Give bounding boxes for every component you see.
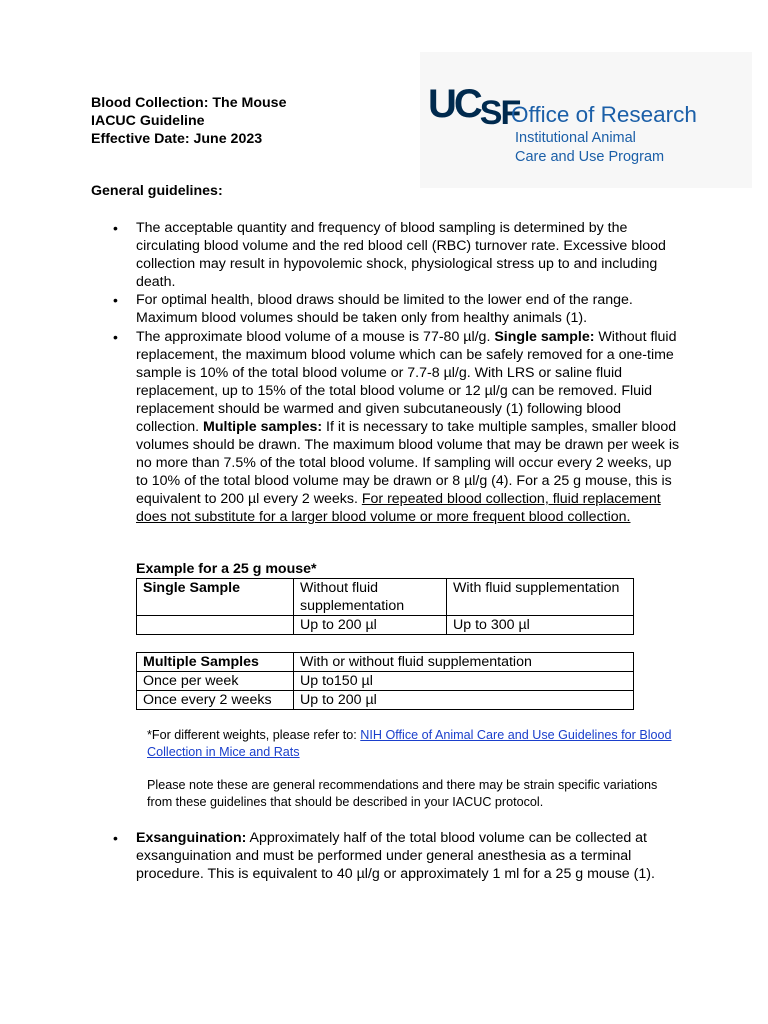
multiple-samples-table (136, 652, 634, 710)
ucsf-mark: UCSF (428, 82, 520, 132)
recommendations-note: Please note these are general recommendations and there may be strain specific variations from these guidelines that should be described in your IACUC protocol. (147, 778, 658, 809)
effective-date: Effective Date: June 2023 (91, 131, 263, 147)
multiple-samples-label: Multiple samples: (203, 419, 323, 435)
nih-guidelines-link[interactable]: NIH Office of Animal Care and Use Guidelines for Blood Collection in Mice and Rats (147, 728, 672, 759)
table-row (137, 653, 634, 672)
logo-office-title: Office of Research (511, 102, 697, 127)
example-title: Example for a 25 g mouse* (136, 561, 317, 577)
exsanguination-label: Exsanguination: (136, 830, 247, 846)
logo-subtitle: Institutional Animal Care and Use Program (515, 130, 665, 165)
document-header (91, 94, 286, 148)
table-row (137, 616, 634, 635)
table-cell: With or without fluid supplementation (294, 653, 634, 672)
bullet-text: For optimal health, blood draws should be limited to the lower end of the range. Maximum blood volumes should be taken only from healthy animals (1). (136, 292, 633, 326)
bullet-icon: • (113, 292, 118, 308)
bullet-text: The acceptable quantity and frequency of blood sampling is determined by the circulating blood volume and the red blood cell (RBC) turnover rate. Excessive blood collection may result in hypovolemic shock, physiological stress up to and including death. (136, 220, 666, 290)
bullet-icon: • (113, 830, 118, 846)
table-row (137, 691, 634, 710)
table-row (137, 579, 634, 616)
table-cell (137, 616, 294, 635)
bullet-icon: • (113, 329, 118, 345)
table-cell: Single Sample (137, 579, 294, 616)
table-cell: With fluid supplementation (447, 579, 634, 616)
table-cell: Up to150 µl (294, 672, 634, 691)
table-cell: Multiple Samples (137, 653, 294, 672)
ucsf-logo (420, 52, 752, 188)
doc-subtitle: IACUC Guideline (91, 113, 205, 129)
single-sample-label: Single sample: (494, 329, 595, 345)
doc-title: Blood Collection: The Mouse (91, 95, 287, 111)
bullet-text: The approximate blood volume of a mouse is 77-80 µl/g. Single sample: Without fluid replacement, the maximum blood volume which can be safely removed for a one-time sample is 10% of the total blood volume or 7.7-8 µl/g. With LRS or saline fluid replacement, up to 15% of the total blood volume or 12 µl/g can be removed. Fluid replacement should be warmed and given subcutaneously (1) following blood collection. Multiple samples: If it is necessary to take multiple samples, smaller blood volumes should be drawn. The maximum blood volume that may be drawn per week is no more than 7.5% of the total blood volume. If sampling will occur every 2 weeks, up to 10% of the total blood volume may be drawn or 8 µl/g (4). For a 25 g mouse, this is equivalent to 200 µl every 2 weeks. For repeated blood collection, fluid replacement does not substitute for a larger blood volume or more frequent blood collection. (136, 329, 680, 525)
single-sample-table (136, 578, 634, 635)
bullet-icon: • (113, 220, 118, 236)
weights-note: *For different weights, please refer to: NIH Office of Animal Care and Use Guidelines for Blood Collection in Mice and Rats (147, 728, 672, 759)
underlined-warning: For repeated blood collection, fluid replacement does not substitute for a larger blood volume or more frequent blood collection. (136, 491, 661, 525)
table-cell: Up to 200 µl (294, 616, 447, 635)
table-cell: Once every 2 weeks (137, 691, 294, 710)
bullet-text: Exsanguination: Approximately half of the total blood volume can be collected at exsanguination and must be performed under general anesthesia as a terminal procedure. This is equivalent to 40 µl/g or approximately 1 ml for a 25 g mouse (1). (136, 830, 655, 882)
table-cell: Up to 300 µl (447, 616, 634, 635)
table-cell: Once per week (137, 672, 294, 691)
table-cell: Without fluid supplementation (294, 579, 447, 616)
section-title: General guidelines: (91, 183, 223, 199)
table-row (137, 672, 634, 691)
table-cell: Up to 200 µl (294, 691, 634, 710)
